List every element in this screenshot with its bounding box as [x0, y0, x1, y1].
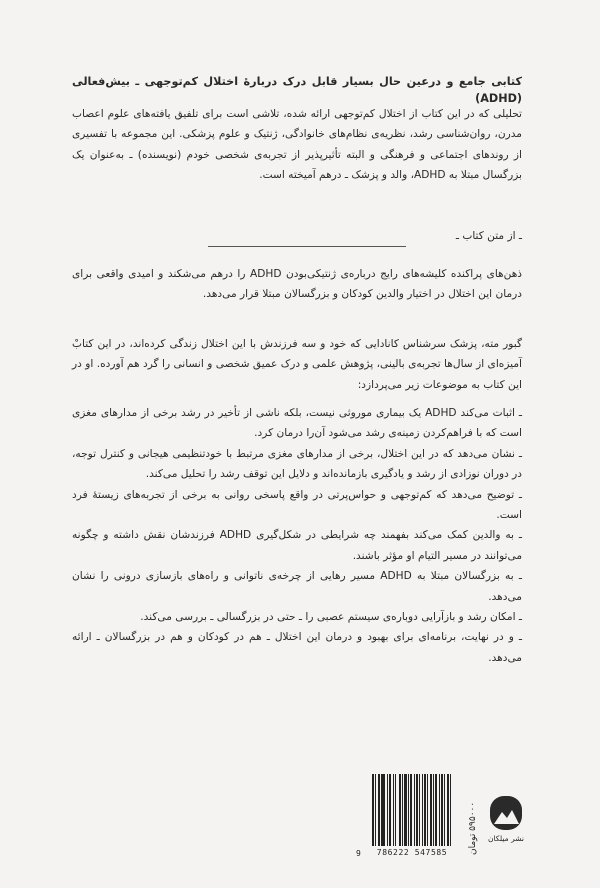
barcode-left-digit: 9 — [356, 849, 361, 858]
list-item: ـ نشان می‌دهد که در این اختلال، برخی از مدارهای مغزی مرتبط با خودتنظیمی هیجانی و کنترل توجه، در دوران نوزادی از رشد و یادگیری بازمانده‌اند و دلایل این توقف رشد را تحلیل می‌کند. — [72, 447, 522, 481]
publisher-name: نشر میلکان — [488, 834, 524, 843]
list-item: ـ توضیح می‌دهد که کم‌توجهی و حواس‌پرتی در واقع پاسخی روانی به برخی از تجربه‌های زیستهٔ فرد است. — [72, 488, 522, 522]
quote-source: ـ از متن کتاب ـ — [455, 230, 522, 242]
publisher-logo — [486, 790, 526, 856]
barcode-bars — [372, 774, 452, 846]
list-item: ـ اثبات می‌کند ADHD یک بیماری موروثی نیست، بلکه ناشی از تأخیر در رشد برخی از مدارهای مغزی است که با فراهم‌کردن زمینه‌ی رشد می‌شود آن‌را درمان کرد. — [72, 407, 522, 440]
intro-quote: تحلیلی که در این کتاب از اختلال کم‌توجهی ارائه شده، تلاشی است برای تلفیق یافته‌های علوم اعصاب مدرن، روان‌شناسی رشد، نظریه‌ی نظام‌های خانوادگی، ژنتیک و علوم پزشکی. این مجموعه با تفسیری از روندهای اجتماعی و فرهنگی و البته تأثیرپذیر از تجربه‌ی شخصی خودم (نویسنده) ـ به‌عنوان یک بزرگسال مبتلا به ADHD، والد و پزشک ـ درهم آمیخته است. — [72, 108, 522, 182]
list-item: ـ به بزرگسالان مبتلا به ADHD مسیر رهایی از چرخه‌ی ناتوانی و راه‌های بازسازی درونی را نشان می‌دهد. — [72, 570, 522, 603]
barcode — [368, 770, 456, 864]
list-item: ـ به والدین کمک می‌کند بفهمند چه شرایطی در شکل‌گیری ADHD فرزندشان نقش داشته و چگونه می‌توانند در مسیر التیام او مؤثر باشند. — [72, 529, 522, 562]
barcode-digits: 786222 547585 — [376, 848, 448, 857]
price — [468, 785, 480, 855]
heading: کتابی جامع و درعین حال بسیار قابل درک دربارهٔ اختلال کم‌توجهی ـ بیش‌فعالی (ADHD) — [72, 75, 522, 105]
mountain-icon — [486, 790, 526, 834]
topic-list — [72, 403, 522, 668]
divider — [208, 246, 406, 247]
author-paragraph: گبور مته، پزشک سرشناس کانادایی که خود و سه فرزندش با این اختلال زندگی کرده‌اند، در این کتابْ آمیزه‌ای از سال‌ها تجربه‌ی بالینی، پژوهش علمی و درک عمیق شخصی و انسانی را گرد هم آورده. او در این کتاب به موضوعات زیر می‌پردازد: — [72, 338, 522, 391]
summary-paragraph: ذهن‌های پراکنده کلیشه‌های رایج درباره‌ی ژنتیکی‌بودن ADHD را درهم می‌شکند و امیدی واقعی برای درمان این اختلال در اختیار والدین کودکان و بزرگسالان مبتلا قرار می‌دهد. — [72, 268, 523, 301]
price-label: ۵۹۵۰۰۰ تومان — [468, 801, 478, 855]
list-item: ـ امکان رشد و بازآرایی دوباره‌ی سیستم عصبی را ـ حتی در بزرگسالی ـ بررسی می‌کند. — [140, 611, 522, 624]
list-item: ـ و در نهایت، برنامه‌ای برای بهبود و درمان این اختلال ـ هم در کودکان و هم در بزرگسالان ـ ارائه می‌دهد. — [72, 631, 522, 664]
